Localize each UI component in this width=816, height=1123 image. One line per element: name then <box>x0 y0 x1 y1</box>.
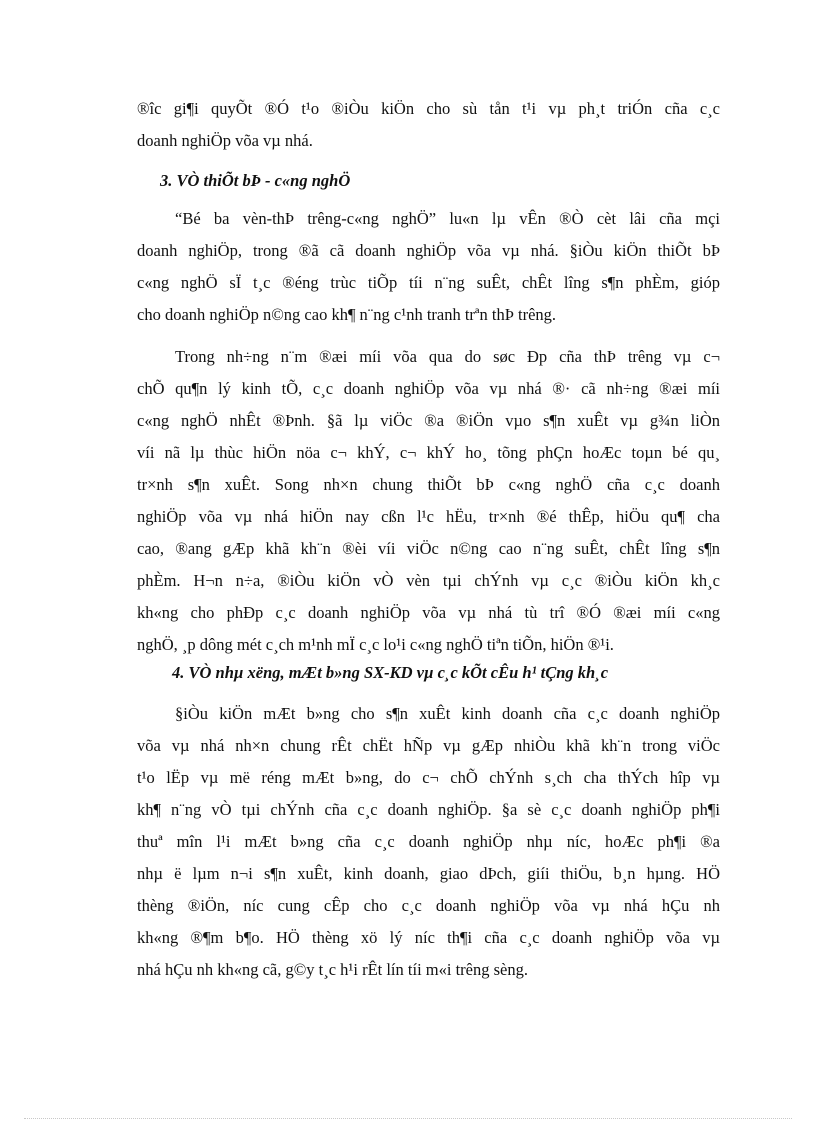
text-line: doanh nghiÖp võa vµ nhá. <box>137 131 313 150</box>
text-line: cao, ®ang gÆp khã kh¨n ®èi víi viÖc n©ng cao n¨ng suÊt, chÊt lîng s¶n <box>137 539 720 558</box>
text-line: phÈm. H¬n n÷a, ®iÒu kiÖn vÒ vèn tµi chÝnh vµ c¸c ®iÒu kiÖn kh¸c <box>137 571 720 590</box>
text-line: Trong nh÷ng n¨m ®æi míi võa qua do søc Ðp cña thÞ trêng vµ c¬ <box>175 347 720 366</box>
paragraph-1 <box>137 93 720 157</box>
text-line: t¹o lËp vµ më réng mÆt b»ng, do c¬ chÕ chÝnh s¸ch cha thÝch hîp vµ <box>137 768 720 787</box>
text-line: kh«ng cho phÐp c¸c doanh nghiÖp võa vµ nhá tù trî ®Ó ®æi míi c«ng <box>137 603 720 622</box>
text-line: võa vµ nhá nh×n chung rÊt chËt hÑp vµ gÆp nhiÒu khã kh¨n trong viÖc <box>137 736 720 755</box>
text-line: “Bé ba vèn-thÞ trêng-c«ng nghÖ” lu«n lµ vÊn ®Ò cèt lâi cña mçi <box>175 209 720 228</box>
section-heading-4: 4. VÒ nhµ xëng, mÆt b»ng SX-KD vµ c¸c kÕt cÊu h¹ tÇng kh¸c <box>172 663 609 682</box>
text-line: nghiÖp võa vµ nhá hiÖn nay cßn l¹c hËu, tr×nh ®é thÊp, hiÖu qu¶ cha <box>137 507 720 526</box>
text-line: thèng ®iÖn, níc cung cÊp cho c¸c doanh nghiÖp võa vµ nhá hÇu nh <box>137 896 720 915</box>
text-line: tr×nh s¶n xuÊt. Song nh×n chung thiÕt bÞ c«ng nghÖ cña c¸c doanh <box>137 475 720 494</box>
text-line: doanh nghiÖp, trong ®ã cã doanh nghiÖp võa vµ nhá. §iÒu kiÖn thiÕt bÞ <box>137 241 720 260</box>
text-line: kh«ng ®¶m b¶o. HÖ thèng xö lý níc th¶i cña c¸c doanh nghiÖp võa vµ <box>137 928 720 947</box>
text-line: chÕ qu¶n lý kinh tÕ, c¸c doanh nghiÖp võa vµ nhá ®· cã nh÷ng ®æi míi <box>137 379 720 398</box>
text-line: thuª mîn l¹i mÆt b»ng cña c¸c doanh nghiÖp nhµ níc, hoÆc ph¶i ®a <box>137 832 720 851</box>
text-line: c«ng nghÖ nhÊt ®Þnh. §ã lµ viÖc ®a ®iÖn vµo s¶n xuÊt vµ g¾n liÒn <box>137 411 720 430</box>
text-line: víi nã lµ thùc hiÖn nöa c¬ khÝ, c¬ khÝ ho¸ tõng phÇn hoÆc toµn bé qu¸ <box>137 443 720 462</box>
paragraph-4 <box>137 698 720 986</box>
text-line: ®îc gi¶i quyÕt ®Ó t¹o ®iÒu kiÖn cho sù tån t¹i vµ ph¸t triÓn cña c¸c <box>137 99 720 118</box>
text-line: cho doanh nghiÖp n©ng cao kh¶ n¨ng c¹nh tranh trªn thÞ trêng. <box>137 305 557 324</box>
paragraph-3 <box>137 341 720 661</box>
section-heading-3: 3. VÒ thiÕt bÞ - c«ng nghÖ <box>160 171 351 190</box>
text-line: nghÖ, ¸p dông mét c¸ch m¹nh mÏ c¸c lo¹i c«ng nghÖ tiªn tiÕn, hiÖn ®¹i. <box>137 635 614 654</box>
text-line: §iÒu kiÖn mÆt b»ng cho s¶n xuÊt kinh doanh cña c¸c doanh nghiÖp <box>175 704 720 723</box>
text-line: c«ng nghÖ sÏ t¸c ®éng trùc tiÕp tíi n¨ng suÊt, chÊt lîng s¶n phÈm, gióp <box>137 273 720 292</box>
text-line: kh¶ n¨ng vÒ tµi chÝnh cña c¸c doanh nghiÖp. §a sè c¸c doanh nghiÖp ph¶i <box>137 800 720 819</box>
paragraph-2 <box>137 203 720 331</box>
text-line: nhá hÇu nh kh«ng cã, g©y t¸c h¹i rÊt lín tíi m«i trêng sèng. <box>137 960 528 979</box>
text-line: nhµ ë lµm n¬i s¶n xuÊt, kinh doanh, giao dÞch, giíi thiÖu, b¸n hµng. HÖ <box>137 864 720 883</box>
page-bottom-rule <box>24 1118 792 1119</box>
